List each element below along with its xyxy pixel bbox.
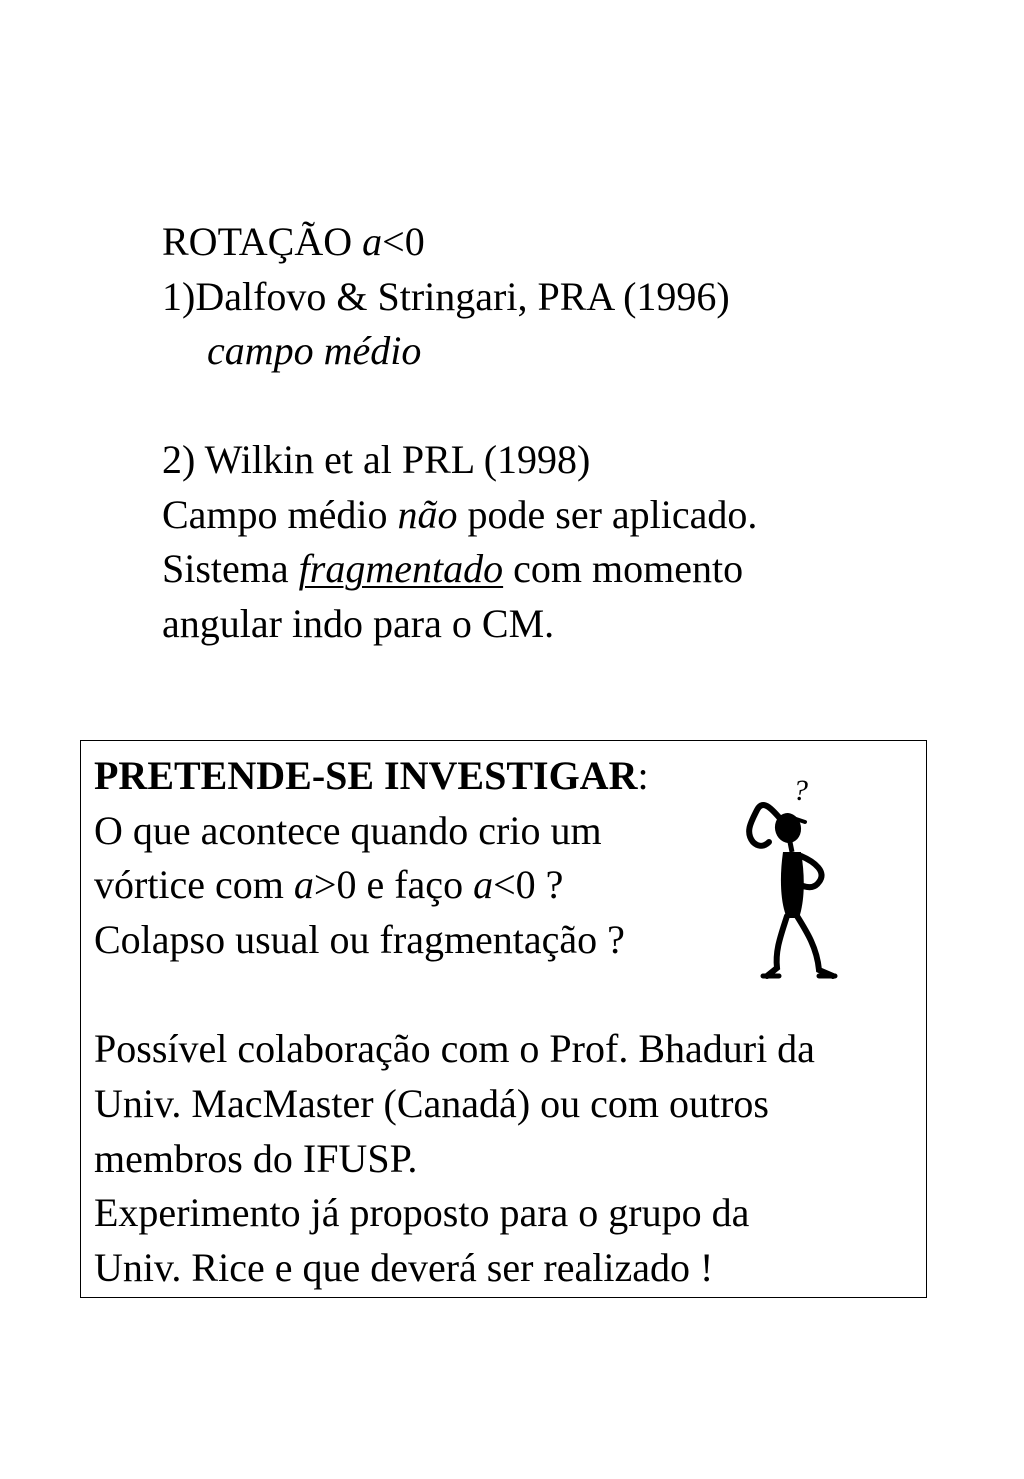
ref2-line1-emphasis: não (397, 492, 458, 537)
collab-line3: membros do IFUSP. (94, 1136, 418, 1181)
rotacao-label: ROTAÇÃO (162, 219, 353, 264)
ref2-line2-emphasis: fragmentado (298, 546, 504, 591)
thinking-figure-icon (735, 770, 840, 985)
ref2-line1-text: Campo médio (162, 492, 398, 537)
question-line2 (94, 862, 564, 907)
ref2-line2-text-end: com momento (503, 546, 744, 591)
question-line2-text: vórtice com (94, 862, 294, 907)
question-line1: O que acontece quando crio um (94, 808, 602, 853)
experiment-line2: Univ. Rice e que deverá ser realizado ! (94, 1245, 714, 1290)
ref2-line1 (162, 492, 758, 537)
question-mark-glyph: ? (793, 774, 808, 807)
scattering-length-symbol: a (293, 862, 314, 907)
investigation-heading-text: PRETENDE-SE INVESTIGAR (94, 753, 638, 798)
collab-line2: Univ. MacMaster (Canadá) ou com outros (94, 1081, 769, 1126)
collab-line1: Possível colaboração com o Prof. Bhaduri da (94, 1026, 815, 1071)
scattering-length-symbol: a (362, 219, 383, 264)
investigation-heading-colon: : (637, 753, 649, 798)
rotacao-heading (162, 219, 425, 264)
question-line2-end: <0 ? (493, 862, 564, 907)
ref2-line2-text: Sistema (162, 546, 299, 591)
ref1-citation: 1)Dalfovo & Stringari, PRA (1996) (162, 274, 730, 319)
rotacao-condition: <0 (382, 219, 425, 264)
ref2-line3: angular indo para o CM. (162, 601, 555, 646)
ref2-line1-text-end: pode ser aplicado. (457, 492, 758, 537)
scattering-length-symbol: a (473, 862, 494, 907)
ref1-note: campo médio (207, 328, 422, 373)
question-line2-mid: >0 e faço (313, 862, 474, 907)
investigation-heading (94, 753, 649, 798)
experiment-line1: Experimento já proposto para o grupo da (94, 1190, 750, 1235)
question-line3: Colapso usual ou fragmentação ? (94, 917, 625, 962)
ref2-citation: 2) Wilkin et al PRL (1998) (162, 437, 591, 482)
ref2-line2 (162, 546, 744, 591)
